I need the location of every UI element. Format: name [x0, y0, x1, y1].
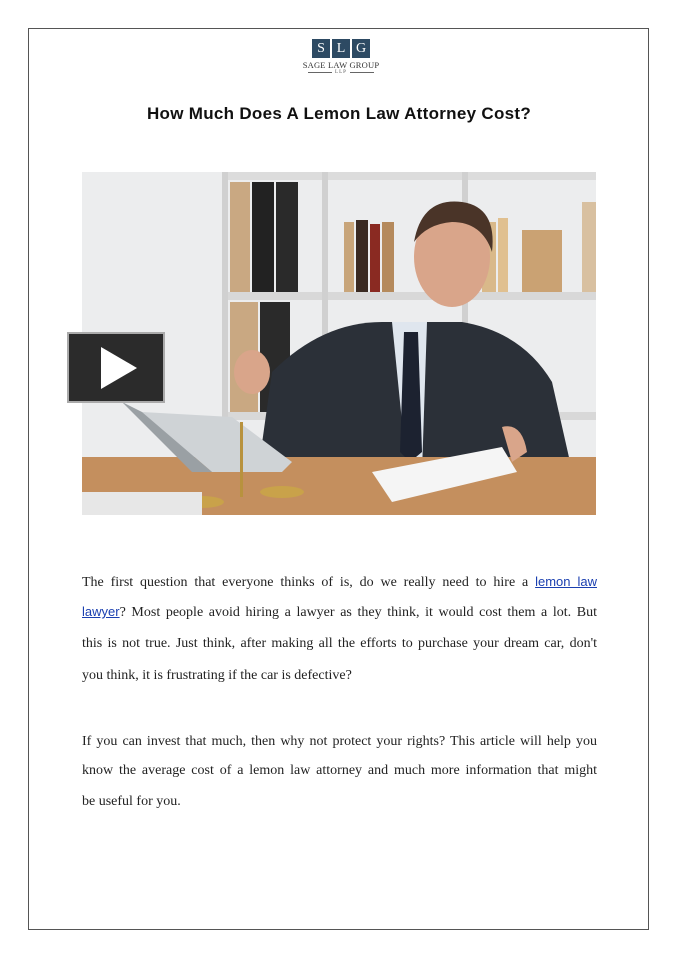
text-line: you think, it is frustrating if the car is defective? [82, 668, 352, 683]
logo-letter: L [332, 39, 350, 58]
logo-letter: S [312, 39, 330, 58]
page-title: How Much Does A Lemon Law Attorney Cost? [146, 104, 532, 123]
text-line: this is not true. Just think, after making all the efforts to purchase your dream car, don't [82, 636, 597, 651]
play-icon [101, 347, 137, 389]
logo-letter: G [352, 39, 370, 58]
logo-suffix: LLP [296, 70, 386, 75]
sage-law-group-logo [296, 39, 386, 75]
text-line: ? Most people avoid hiring a lawyer as they think, it would cost them a lot. But [119, 605, 597, 620]
text-line: If you can invest that much, then why not protect your rights? This article will help you [82, 734, 597, 749]
play-video-button[interactable] [67, 332, 165, 403]
text-line: The first question that everyone thinks of is, do we really need to hire a [82, 575, 529, 590]
lemon-law-lawyer-link[interactable]: lemon law [535, 574, 597, 589]
text-line: know the average cost of a lemon law attorney and much more information that might [82, 763, 597, 778]
text-line: be useful for you. [82, 794, 181, 809]
lemon-law-lawyer-link[interactable]: lawyer [82, 604, 120, 619]
logo-name: SAGE LAW GROUP [302, 60, 380, 70]
